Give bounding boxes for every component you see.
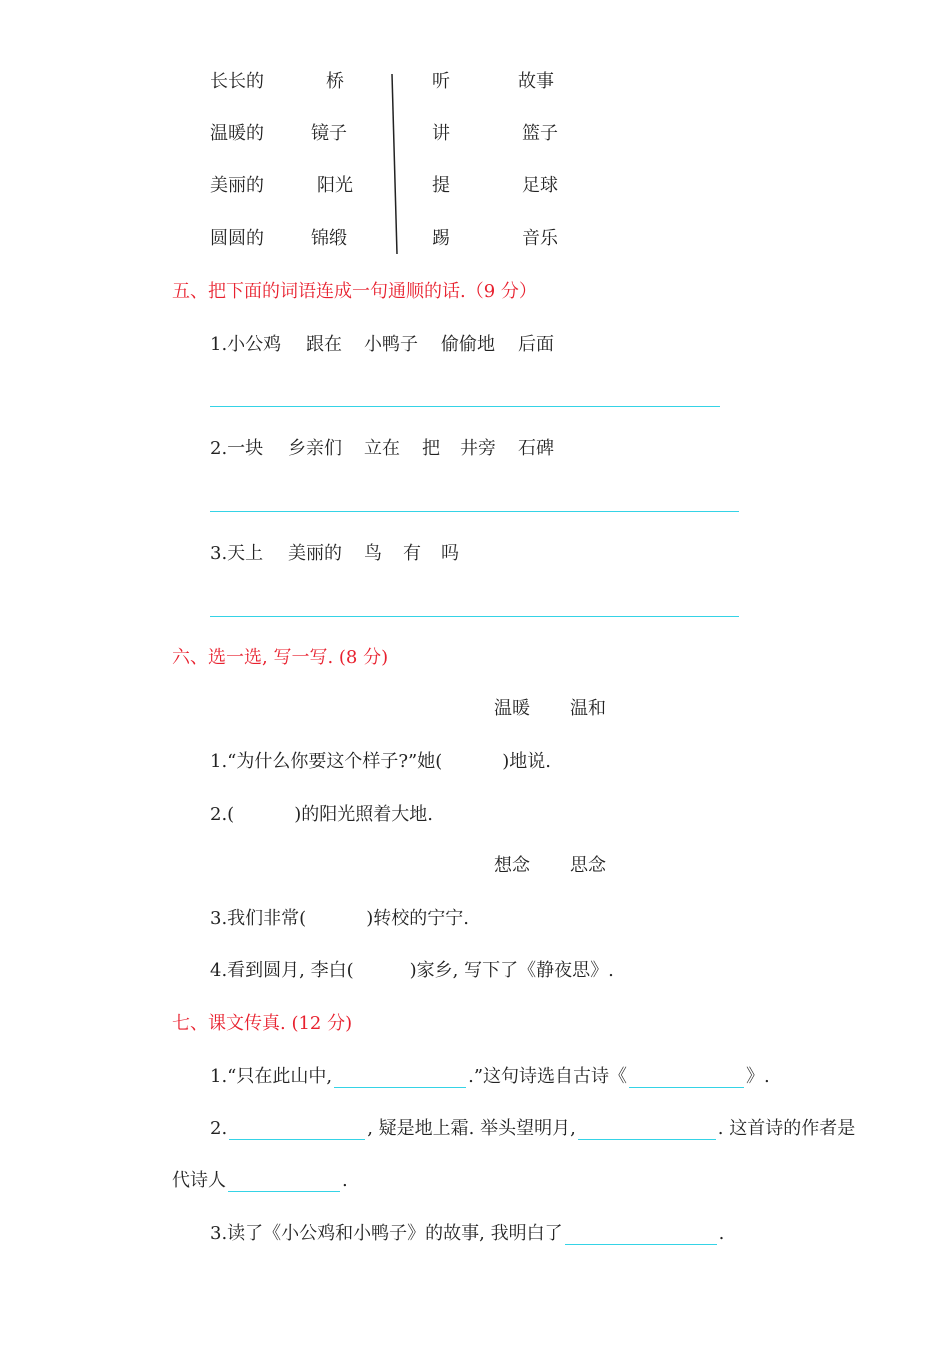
section6-title: 六、选一选, 写一写. (8 分) bbox=[172, 647, 389, 668]
s5-q2-word-3: 立在 bbox=[364, 438, 400, 459]
s5-q3-answer-line[interactable] bbox=[210, 616, 739, 617]
section7-title: 七、课文传真. (12 分) bbox=[172, 1013, 353, 1034]
s7-q1-text-1: 1.“只在此山中, bbox=[210, 1066, 333, 1087]
s6-option-3: 想念 bbox=[494, 855, 530, 876]
s7-q2-text-1: 2. bbox=[210, 1118, 228, 1139]
s6-q2-text-before: 2.( bbox=[210, 804, 235, 825]
match-left-adj-4: 圆圆的 bbox=[210, 228, 264, 249]
s5-q2-word-1: 2.一块 bbox=[210, 438, 264, 459]
s6-option-1: 温暖 bbox=[494, 698, 530, 719]
s6-q2 bbox=[210, 804, 433, 826]
s5-q1-answer-line[interactable] bbox=[210, 406, 720, 407]
s7-q1-blank-1[interactable] bbox=[334, 1067, 466, 1088]
s7-q2-line-2 bbox=[172, 1170, 348, 1192]
s5-q1-word-1: 1.小公鸡 bbox=[210, 334, 282, 355]
match-right-noun-4: 音乐 bbox=[522, 228, 558, 249]
match-right-noun-1: 故事 bbox=[518, 71, 554, 92]
s7-q2-text-5: . bbox=[342, 1170, 348, 1191]
match-left-noun-1: 桥 bbox=[326, 71, 344, 92]
s6-q1-text-after: )地说. bbox=[502, 751, 551, 772]
s5-q1-word-3: 小鸭子 bbox=[364, 334, 418, 355]
s5-q1-word-4: 偷偷地 bbox=[441, 334, 495, 355]
s6-option-4: 思念 bbox=[570, 855, 606, 876]
match-right-verb-4: 踢 bbox=[432, 228, 450, 249]
s7-q2-line-1 bbox=[210, 1118, 855, 1140]
match-divider-line bbox=[388, 72, 402, 256]
s6-q3-text-after: )转校的宁宁. bbox=[366, 908, 469, 929]
s5-q1-word-5: 后面 bbox=[518, 334, 554, 355]
s7-q2-blank-2[interactable] bbox=[578, 1119, 716, 1140]
s5-q1-word-2: 跟在 bbox=[306, 334, 342, 355]
s6-q2-text-after: )的阳光照着大地. bbox=[294, 804, 433, 825]
match-left-adj-1: 长长的 bbox=[210, 71, 264, 92]
match-right-noun-2: 篮子 bbox=[522, 123, 558, 144]
s7-q2-text-2: , 疑是地上霜. 举头望明月, bbox=[367, 1118, 576, 1139]
match-right-verb-3: 提 bbox=[432, 175, 450, 196]
match-left-adj-2: 温暖的 bbox=[210, 123, 264, 144]
s6-q1-text-before: 1.“为什么你要这个样子?”她( bbox=[210, 751, 443, 772]
s6-q4 bbox=[210, 960, 614, 982]
s5-q2-answer-line[interactable] bbox=[210, 511, 739, 512]
s6-q3 bbox=[210, 908, 469, 930]
s5-q3-word-1: 3.天上 bbox=[210, 543, 264, 564]
s5-q3-word-3: 鸟 bbox=[364, 543, 382, 564]
s7-q1-blank-2[interactable] bbox=[629, 1067, 744, 1088]
match-left-adj-3: 美丽的 bbox=[210, 175, 264, 196]
s7-q1 bbox=[210, 1066, 770, 1088]
s5-q3-word-4: 有 bbox=[403, 543, 421, 564]
s5-q2-word-5: 井旁 bbox=[460, 438, 496, 459]
s7-q2-blank-3[interactable] bbox=[228, 1171, 340, 1192]
s5-q2-word-6: 石碑 bbox=[518, 438, 554, 459]
match-left-noun-4: 锦缎 bbox=[311, 228, 347, 249]
s6-q3-text-before: 3.我们非常( bbox=[210, 908, 307, 929]
s5-q3-word-2: 美丽的 bbox=[288, 543, 342, 564]
s5-q2-word-2: 乡亲们 bbox=[288, 438, 342, 459]
s7-q1-text-2: .”这句诗选自古诗《 bbox=[468, 1066, 628, 1087]
s7-q1-text-3: 》. bbox=[746, 1066, 770, 1087]
s7-q2-text-4: 代诗人 bbox=[172, 1170, 226, 1191]
s5-q3-word-5: 吗 bbox=[441, 543, 459, 564]
match-left-noun-3: 阳光 bbox=[317, 175, 353, 196]
match-right-verb-2: 讲 bbox=[432, 123, 450, 144]
s6-q4-text-after: )家乡, 写下了《静夜思》. bbox=[409, 960, 614, 981]
s7-q3-text-1: 3.读了《小公鸡和小鸭子》的故事, 我明白了 bbox=[210, 1223, 563, 1244]
s7-q3-text-2: . bbox=[718, 1223, 725, 1244]
match-right-noun-3: 足球 bbox=[522, 175, 558, 196]
match-left-noun-2: 镜子 bbox=[311, 123, 347, 144]
s6-q1 bbox=[210, 751, 551, 773]
s7-q3-blank[interactable] bbox=[565, 1224, 717, 1245]
s6-q4-text-before: 4.看到圆月, 李白( bbox=[210, 960, 354, 981]
s7-q2-text-3: . 这首诗的作者是 bbox=[717, 1118, 856, 1139]
section5-title: 五、把下面的词语连成一句通顺的话.（9 分） bbox=[172, 281, 537, 302]
s6-option-2: 温和 bbox=[570, 698, 606, 719]
s5-q2-word-4: 把 bbox=[422, 438, 440, 459]
s7-q2-blank-1[interactable] bbox=[229, 1119, 365, 1140]
match-right-verb-1: 听 bbox=[432, 71, 450, 92]
s7-q3 bbox=[210, 1223, 724, 1245]
